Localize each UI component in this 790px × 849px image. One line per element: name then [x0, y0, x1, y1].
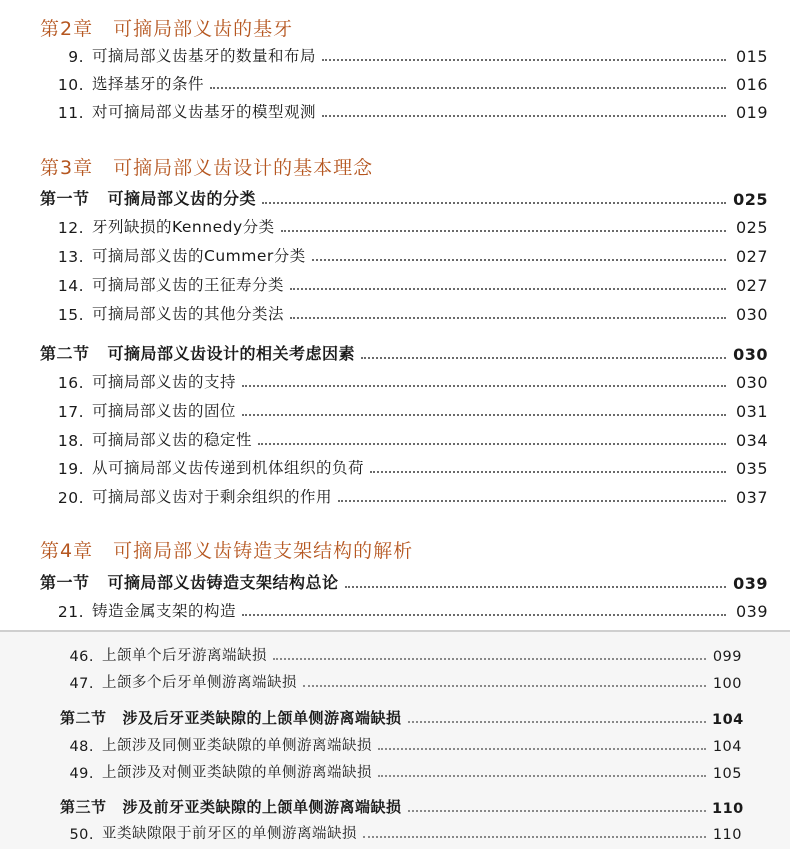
dot-leader [345, 585, 726, 588]
entry-title: 可摘局部义齿的固位 [92, 402, 237, 420]
page-number: 019 [735, 103, 768, 122]
entry-number: 11. [57, 104, 84, 122]
dot-leader [361, 356, 726, 359]
dot-leader [262, 201, 726, 204]
entry-title: 上颌涉及对侧亚类缺隙的单侧游离端缺损 [102, 765, 372, 781]
page-number: 110 [712, 827, 742, 843]
chapter-title: 可摘局部义齿设计的基本理念 [113, 157, 374, 179]
entry-number: 13. [57, 248, 84, 266]
dot-leader [338, 499, 726, 502]
entry-title: 亚类缺隙限于前牙区的单侧游离端缺损 [102, 826, 357, 842]
toc-entry [40, 599, 768, 621]
toc-entry [60, 822, 742, 843]
chapter-title: 可摘局部义齿铸造支架结构的解析 [113, 540, 414, 562]
dot-leader [378, 747, 706, 750]
section-title: 涉及后牙亚类缺隙的上颌单侧游离端缺损 [122, 709, 402, 727]
page-number: 104 [712, 739, 742, 755]
toc-entry [40, 302, 768, 324]
section-number: 第一节 [40, 189, 90, 208]
toc-entry [40, 273, 768, 295]
entry-number: 50. [69, 827, 94, 843]
page-number: 035 [735, 459, 768, 478]
toc-entry [40, 44, 768, 66]
dot-leader [273, 657, 706, 660]
dot-leader [408, 720, 706, 723]
chapter-number: 第4章 [40, 540, 94, 562]
entry-title: 上颌多个后牙单侧游离端缺损 [102, 675, 297, 691]
entry-number: 14. [57, 277, 84, 295]
section-number: 第一节 [40, 573, 90, 592]
dot-leader [322, 58, 726, 61]
page-number: 105 [712, 766, 742, 782]
section-number: 第二节 [60, 709, 107, 727]
entry-title: 上颌单个后牙游离端缺损 [102, 648, 267, 664]
toc-entry [40, 100, 768, 122]
entry-number: 16. [57, 374, 84, 392]
entry-number: 19. [57, 460, 84, 478]
chapter-number: 第3章 [40, 157, 94, 179]
section-title: 可摘局部义齿铸造支架结构总论 [107, 573, 339, 592]
page-number: 104 [712, 712, 744, 728]
toc-entry [40, 399, 768, 421]
entry-title: 可摘局部义齿基牙的数量和布局 [92, 47, 317, 65]
page-number: 025 [735, 218, 768, 237]
page-number: 100 [712, 676, 742, 692]
dot-leader [322, 114, 726, 117]
dot-leader [378, 774, 706, 777]
page-number: 099 [712, 649, 742, 665]
toc-entry [60, 734, 742, 755]
toc-entry [60, 671, 742, 692]
chapter-heading [40, 14, 293, 41]
entry-title: 可摘局部义齿的Cummer分类 [92, 247, 306, 265]
section-number: 第三节 [60, 798, 107, 816]
dot-leader [303, 684, 706, 687]
section-heading [40, 186, 768, 209]
page-number: 016 [735, 75, 768, 94]
toc-entry [40, 485, 768, 507]
section-heading [40, 341, 768, 364]
dot-leader [312, 258, 726, 261]
page-number: 030 [735, 373, 768, 392]
dot-leader [290, 287, 726, 290]
dot-leader [408, 809, 706, 812]
entry-number: 48. [69, 739, 94, 755]
chapter-heading [40, 536, 413, 563]
page-number: 031 [735, 402, 768, 421]
toc-lower-page [0, 632, 790, 849]
entry-title: 可摘局部义齿的稳定性 [92, 431, 253, 449]
section-number: 第二节 [40, 344, 90, 363]
chapter-number: 第2章 [40, 18, 94, 40]
chapter-heading [40, 153, 373, 180]
entry-number: 46. [69, 649, 94, 665]
page-number: 039 [735, 602, 768, 621]
entry-number: 21. [57, 603, 84, 621]
entry-number: 49. [69, 766, 94, 782]
section-title: 可摘局部义齿设计的相关考虑因素 [107, 344, 356, 363]
dot-leader [290, 316, 726, 319]
entry-number: 20. [57, 489, 84, 507]
section-heading [60, 796, 742, 817]
page-number: 027 [735, 276, 768, 295]
toc-entry [40, 428, 768, 450]
dot-leader [281, 229, 726, 232]
dot-leader [242, 613, 726, 616]
entry-number: 18. [57, 432, 84, 450]
dot-leader [258, 442, 726, 445]
dot-leader [363, 835, 706, 838]
section-title: 涉及前牙亚类缺隙的上颌单侧游离端缺损 [122, 798, 402, 816]
dot-leader [370, 470, 726, 473]
page-number: 027 [735, 247, 768, 266]
entry-title: 选择基牙的条件 [92, 75, 205, 93]
toc-entry [40, 370, 768, 392]
section-heading [40, 570, 768, 593]
entry-title: 可摘局部义齿的王征寿分类 [92, 276, 285, 294]
page-number: 034 [735, 431, 768, 450]
entry-number: 17. [57, 403, 84, 421]
entry-number: 9. [68, 48, 84, 66]
entry-number: 15. [57, 306, 84, 324]
toc-entry [60, 761, 742, 782]
dot-leader [242, 384, 726, 387]
entry-title: 牙列缺损的Kennedy分类 [92, 218, 275, 236]
toc-entry [40, 72, 768, 94]
entry-number: 10. [57, 76, 84, 94]
entry-number: 47. [69, 676, 94, 692]
dot-leader [242, 413, 726, 416]
page-number: 030 [735, 305, 768, 324]
entry-number: 12. [57, 219, 84, 237]
toc-entry [40, 244, 768, 266]
section-title: 可摘局部义齿的分类 [107, 189, 257, 208]
page-number: 015 [735, 47, 768, 66]
toc-entry [60, 644, 742, 665]
dot-leader [210, 86, 726, 89]
page-number: 039 [733, 574, 768, 593]
entry-title: 可摘局部义齿的支持 [92, 373, 237, 391]
entry-title: 可摘局部义齿对于剩余组织的作用 [92, 488, 333, 506]
entry-title: 可摘局部义齿的其他分类法 [92, 305, 285, 323]
section-heading [60, 707, 742, 728]
entry-title: 铸造金属支架的构造 [92, 602, 237, 620]
toc-entry [40, 456, 768, 478]
entry-title: 对可摘局部义齿基牙的模型观测 [92, 103, 317, 121]
page-number: 037 [735, 488, 768, 507]
page-number: 025 [733, 190, 768, 209]
toc-entry [40, 215, 768, 237]
entry-title: 从可摘局部义齿传递到机体组织的负荷 [92, 459, 365, 477]
page-number: 030 [733, 345, 768, 364]
chapter-title: 可摘局部义齿的基牙 [113, 18, 294, 40]
entry-title: 上颌涉及同侧亚类缺隙的单侧游离端缺损 [102, 738, 372, 754]
page-number: 110 [712, 801, 744, 817]
